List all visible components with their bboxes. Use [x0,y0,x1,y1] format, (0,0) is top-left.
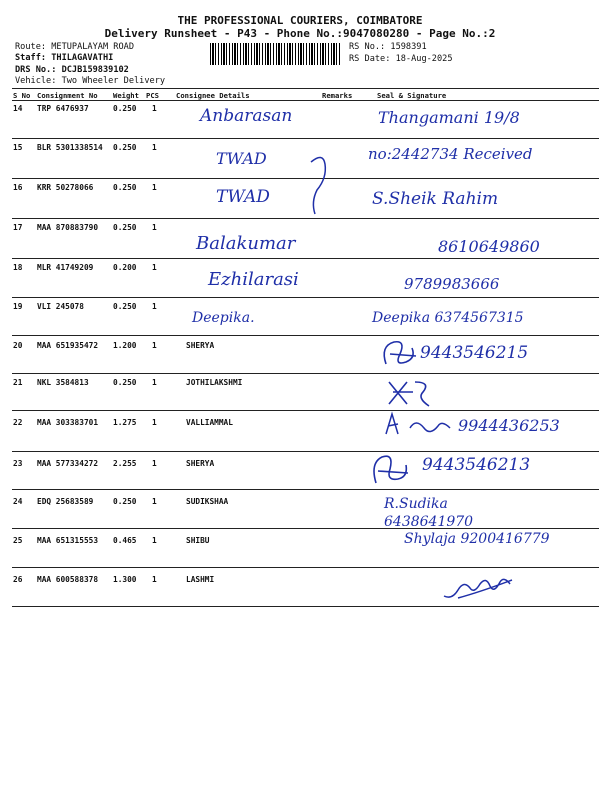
handwritten-signature: 9443546213 [422,455,531,475]
handwritten-signature: R.Sudika 6438641970 [384,496,474,530]
col-sno: S No [13,91,31,100]
delivery-runsheet: THE PROFESSIONAL COURIERS, COIMBATORE Delivery Runsheet - P43 - Phone No.:9047080280 - Page No.:2 Route: METUPALAYAM ROAD Staff: THILAGAVATHI DRS No.: DCJB159839102 Vehicle: Two Wheeler Delivery RS No.: 1598391 RS Date: 18-Aug-2025 S No Consignment No Weight PCS Consignee Details Remarks Seal & Signature 14 TRP 6476937 0.250 1 Anbarasan Thangamani 19/8 15 BLR 5301338514 0.250 1 TWAD no:2442734 Received 16 KRR 50278066 0.250 1 TWAD S.Sheik Rahim 17 MAA 870883790 0.250 1 Balakumar 8610649860 18 MLR 41749209 0.200 1 Ezhilarasi 9789983666 19 VLI 245078 0.250 1 Deepika. Deepika 6374567315 20 MAA 651935472 1.200 1 SHERYA 9443546215 21 NKL 3584813 0.250 1 JOTHILAKSHMI 22 MAA 303383701 1.275 1 VALLIAMMAL 9944436253 23 MAA 577334272 2.255 1 SHERYA 9443546213 24 EDQ 25683589 0.250 1 SUDIKSHAA R.Sudika 6438641970 25 MAA 651315553 0.465 1 SHIBU Shylaja 9200416779 26 MAA 600588378 1.300 1 LASHMI [0,0,600,800]
handwritten-consignee: TWAD [216,149,267,168]
row-rule [12,297,599,298]
handwritten-signature: 9443546215 [420,343,529,363]
col-signature: Seal & Signature [377,91,447,100]
signature-scribble-21 [385,376,445,410]
row-rule [12,528,599,529]
table-header-rule [12,100,599,101]
col-pcs: PCS [146,91,159,100]
barcode [210,43,342,65]
handwritten-signature: 8610649860 [438,237,540,256]
bracket-scribble [305,150,335,220]
handwritten-signature: 9944436253 [458,416,560,435]
rs-date-line: RS Date: 18-Aug-2025 [349,54,453,64]
signature-scribble-22 [380,410,460,444]
row-rule [12,138,599,139]
table-bottom-rule [12,606,599,607]
col-weight: Weight [113,91,139,100]
row-rule [12,258,599,259]
handwritten-signature: Shylaja 9200416779 [404,531,550,547]
handwritten-signature: Deepika 6374567315 [372,310,524,326]
company-title: THE PROFESSIONAL COURIERS, COIMBATORE [177,14,423,27]
row-rule [12,567,599,568]
col-consignment: Consignment No [37,91,98,100]
row-rule [12,489,599,490]
col-consignee: Consignee Details [176,91,250,100]
signature-scribble-20 [376,336,436,370]
row-rule [12,451,599,452]
route-line: Route: METUPALAYAM ROAD [15,42,135,52]
handwritten-consignee: Anbarasan [200,106,293,126]
signature-scribble-26 [440,570,520,606]
handwritten-signature: S.Sheik Rahim [372,189,499,209]
vehicle-line: Vehicle: Two Wheeler Delivery [15,76,166,86]
handwritten-signature: 9789983666 [404,275,500,293]
rs-no-line: RS No.: 1598391 [349,42,427,52]
signature-scribble-23 [368,451,424,487]
runsheet-subtitle: Delivery Runsheet - P43 - Phone No.:9047080280 - Page No.:2 [104,27,496,40]
drs-line: DRS No.: DCJB159839102 [15,65,129,75]
handwritten-consignee: Deepika. [192,310,255,326]
table-top-rule [12,88,599,89]
row-rule [12,335,599,336]
handwritten-consignee: Balakumar [196,233,296,254]
handwritten-consignee: Ezhilarasi [208,269,299,290]
handwritten-signature: no:2442734 Received [368,145,533,163]
handwritten-signature: Thangamani 19/8 [378,108,520,127]
row-rule [12,410,599,411]
handwritten-consignee: TWAD [216,187,270,207]
staff-line: Staff: THILAGAVATHI [15,53,114,63]
row-rule [12,373,599,374]
col-remarks: Remarks [322,91,353,100]
